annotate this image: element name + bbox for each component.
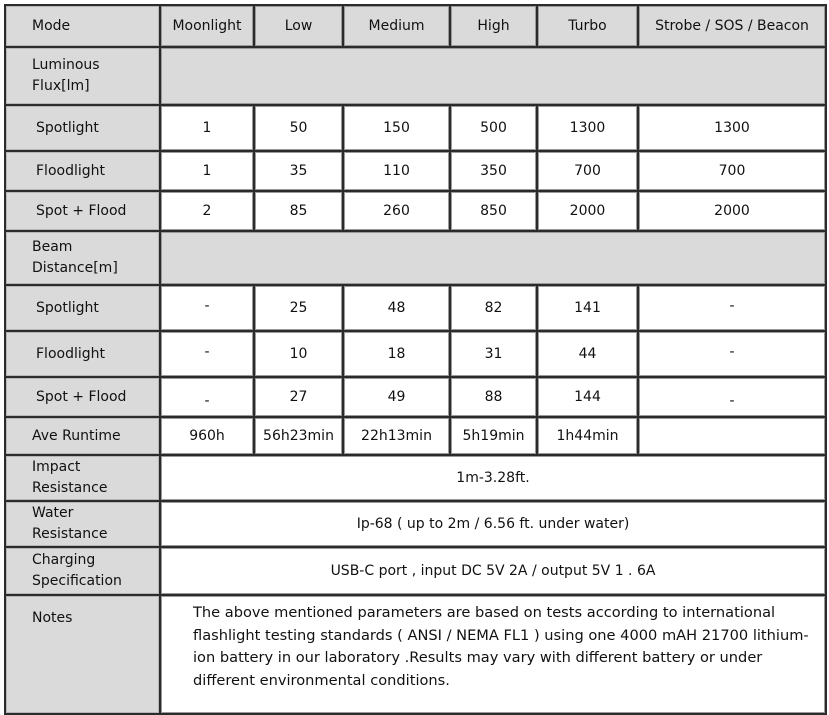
table-cell: 960h bbox=[160, 417, 254, 455]
charging-specification-label: Charging Specification bbox=[5, 547, 160, 595]
table-cell: 150 bbox=[343, 105, 450, 151]
table-cell: 10 bbox=[254, 331, 343, 377]
header-row bbox=[5, 5, 826, 47]
table-cell: 18 bbox=[343, 331, 450, 377]
table-cell: 700 bbox=[638, 151, 826, 191]
impact-resistance-label: Impact Resistance bbox=[5, 455, 160, 501]
mode-turbo-header: Turbo bbox=[537, 5, 638, 47]
luminous-flux-label: Luminous Flux[lm] bbox=[5, 47, 160, 105]
row-label: Spot + Flood bbox=[5, 191, 160, 231]
table-cell: 49 bbox=[343, 377, 450, 417]
beam-section-fill bbox=[160, 231, 826, 285]
table-cell: - bbox=[638, 377, 826, 417]
table-cell: - bbox=[638, 285, 826, 331]
charging-specification-value: USB-C port , input DC 5V 2A / output 5V 1 . 6A bbox=[160, 547, 826, 595]
mode-medium-header: Medium bbox=[343, 5, 450, 47]
table-cell: 85 bbox=[254, 191, 343, 231]
mode-header: Mode bbox=[5, 5, 160, 47]
table-cell: - bbox=[160, 285, 254, 331]
mode-low-header: Low bbox=[254, 5, 343, 47]
table-cell: 1h44min bbox=[537, 417, 638, 455]
table-cell: 1300 bbox=[638, 105, 826, 151]
table-cell: 88 bbox=[450, 377, 537, 417]
table-cell: 500 bbox=[450, 105, 537, 151]
table-cell: 850 bbox=[450, 191, 537, 231]
water-row bbox=[5, 501, 826, 547]
spec-sheet bbox=[4, 4, 825, 709]
table-cell: 25 bbox=[254, 285, 343, 331]
row-label: Floodlight bbox=[5, 331, 160, 377]
table-cell: 2 bbox=[160, 191, 254, 231]
water-resistance-label: Water Resistance bbox=[5, 501, 160, 547]
notes-label: Notes bbox=[5, 595, 160, 714]
runtime-row bbox=[5, 417, 826, 455]
table-cell: 144 bbox=[537, 377, 638, 417]
table-cell: 2000 bbox=[537, 191, 638, 231]
table-cell: - bbox=[638, 331, 826, 377]
table-cell: 1300 bbox=[537, 105, 638, 151]
table-cell: 110 bbox=[343, 151, 450, 191]
notes-text: The above mentioned parameters are based on tests according to international flashlight testing standards ( ANSI / NEMA FL1 ) using one 4000 mAH 21700 lithium-ion battery in our laboratory .Results may vary with different battery or under different environmental conditions. bbox=[160, 595, 826, 714]
row-label: Spotlight bbox=[5, 285, 160, 331]
table-cell: 260 bbox=[343, 191, 450, 231]
table-cell: 141 bbox=[537, 285, 638, 331]
table-cell: 700 bbox=[537, 151, 638, 191]
table-cell: 5h19min bbox=[450, 417, 537, 455]
table-cell: 50 bbox=[254, 105, 343, 151]
table-cell: 44 bbox=[537, 331, 638, 377]
table-cell: 31 bbox=[450, 331, 537, 377]
luminous-section-fill bbox=[160, 47, 826, 105]
table-row bbox=[5, 151, 826, 191]
table-cell: 350 bbox=[450, 151, 537, 191]
table-cell: 1 bbox=[160, 105, 254, 151]
table-row bbox=[5, 377, 826, 417]
mode-high-header: High bbox=[450, 5, 537, 47]
table-cell: 56h23min bbox=[254, 417, 343, 455]
row-label: Floodlight bbox=[5, 151, 160, 191]
table-cell: 82 bbox=[450, 285, 537, 331]
beam-section-row bbox=[5, 231, 826, 285]
row-label: Spot + Flood bbox=[5, 377, 160, 417]
impact-resistance-value: 1m-3.28ft. bbox=[160, 455, 826, 501]
spec-table bbox=[4, 4, 827, 715]
table-cell: 27 bbox=[254, 377, 343, 417]
table-cell: - bbox=[160, 377, 254, 417]
beam-distance-label: Beam Distance[m] bbox=[5, 231, 160, 285]
mode-moonlight-header: Moonlight bbox=[160, 5, 254, 47]
mode-strobe-header: Strobe / SOS / Beacon bbox=[638, 5, 826, 47]
charging-row bbox=[5, 547, 826, 595]
table-row bbox=[5, 105, 826, 151]
table-cell: 48 bbox=[343, 285, 450, 331]
table-cell bbox=[638, 417, 826, 455]
table-cell: 22h13min bbox=[343, 417, 450, 455]
table-row bbox=[5, 191, 826, 231]
table-row bbox=[5, 285, 826, 331]
water-resistance-value: Ip-68 ( up to 2m / 6.56 ft. under water) bbox=[160, 501, 826, 547]
luminous-section-row bbox=[5, 47, 826, 105]
row-label: Spotlight bbox=[5, 105, 160, 151]
table-cell: 1 bbox=[160, 151, 254, 191]
table-cell: 35 bbox=[254, 151, 343, 191]
table-row bbox=[5, 331, 826, 377]
notes-row bbox=[5, 595, 826, 714]
impact-row bbox=[5, 455, 826, 501]
table-cell: - bbox=[160, 331, 254, 377]
ave-runtime-label: Ave Runtime bbox=[5, 417, 160, 455]
table-cell: 2000 bbox=[638, 191, 826, 231]
